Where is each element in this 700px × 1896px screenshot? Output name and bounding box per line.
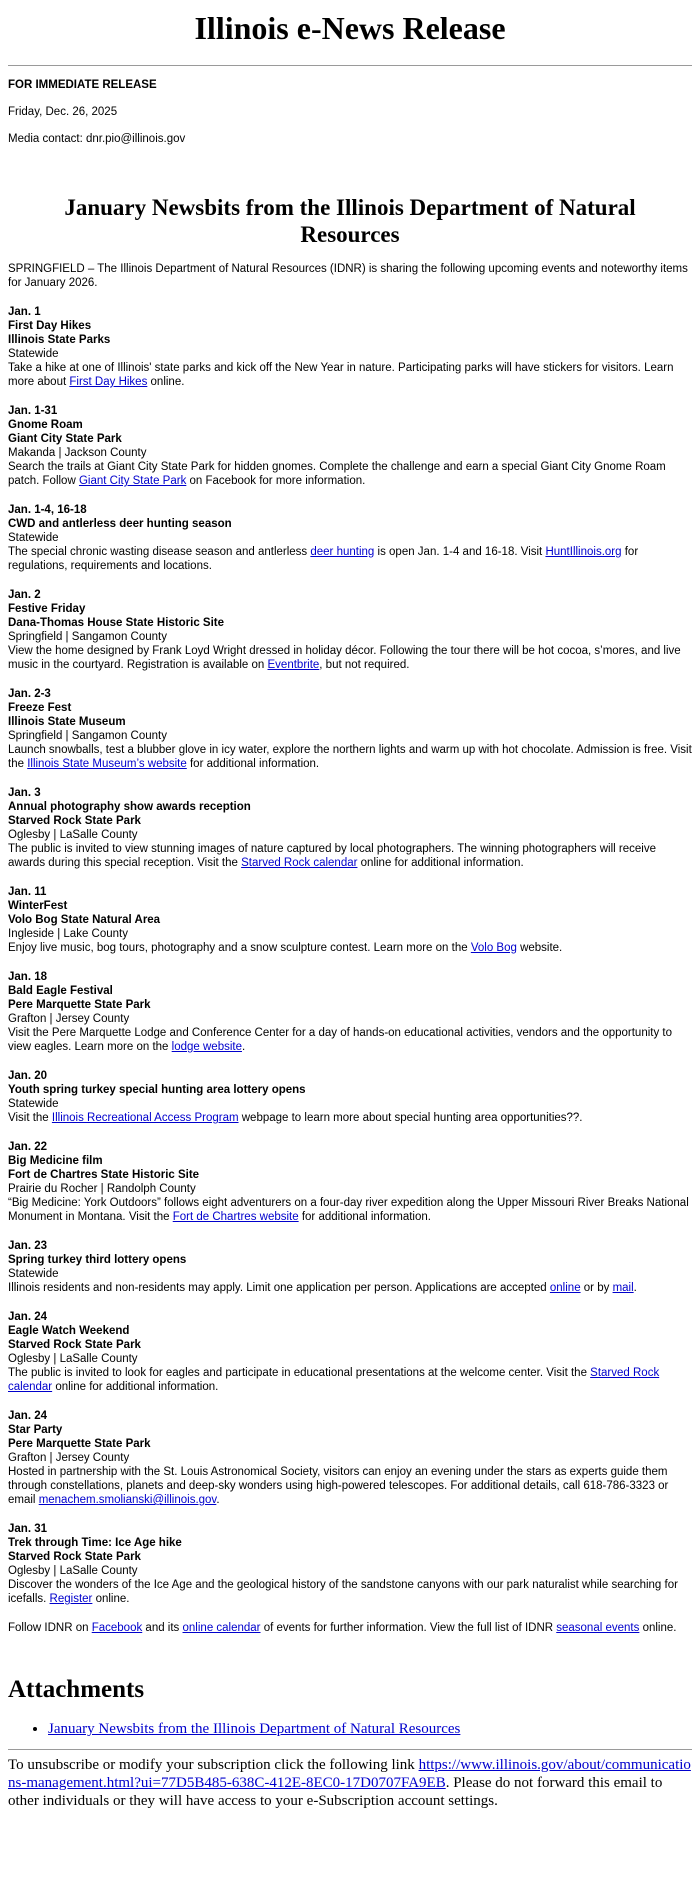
- unsubscribe-notice: [8, 1756, 692, 1810]
- masthead-title: Illinois e-News Release: [194, 10, 506, 46]
- event-title: Annual photography show awards reception: [8, 801, 251, 813]
- footer-divider: [8, 1749, 692, 1750]
- event-title: Freeze Fest: [8, 702, 72, 714]
- event-date: Jan. 2: [8, 589, 41, 601]
- media-contact-label: Media contact:: [8, 133, 86, 145]
- event-item: [8, 786, 692, 870]
- first-day-hikes-link[interactable]: First Day Hikes: [69, 376, 148, 388]
- event-location: Grafton | Jersey County: [8, 1013, 130, 1025]
- event-location: Makanda | Jackson County: [8, 447, 147, 459]
- event-title: WinterFest: [8, 900, 68, 912]
- event-title: Spring turkey third lottery opens: [8, 1254, 187, 1266]
- illinois-state-museum-s-website-link[interactable]: Illinois State Museum’s website: [27, 758, 187, 770]
- unsubscribe-prefix: To unsubscribe or modify your subscription click the following link: [8, 1757, 419, 1773]
- attachments-heading: Attachments: [8, 1676, 145, 1703]
- event-venue: Starved Rock State Park: [8, 815, 141, 827]
- event-title: CWD and antlerless deer hunting season: [8, 518, 232, 530]
- event-date: Jan. 23: [8, 1240, 47, 1252]
- event-date: Jan. 20: [8, 1070, 47, 1082]
- mail-link[interactable]: mail: [612, 1282, 634, 1294]
- event-description: Launch snowballs, test a blubber glove in icy water, explore the northern lights and warm up with hot chocolate. Admission is free. Visit the Illinois State Museum’s website for additional information.: [8, 744, 692, 770]
- menachem-smolianski-illinois-gov-link[interactable]: menachem.smolianski@illinois.gov: [38, 1494, 217, 1506]
- event-description: Take a hike at one of Illinois' state parks and kick off the New Year in nature. Participating parks will have stickers for visitors. Learn more about First Day Hikes online.: [8, 362, 674, 388]
- starved-rock-calendar-link[interactable]: Starved Rock calendar: [8, 1367, 660, 1393]
- event-title: Youth spring turkey special hunting area lottery opens: [8, 1084, 306, 1096]
- event-item: [8, 970, 692, 1054]
- event-date: Jan. 18: [8, 971, 47, 983]
- event-description: Discover the wonders of the Ice Age and the geological history of the sandstone canyons with our park naturalist while searching for icefalls. Register online.: [8, 1579, 678, 1605]
- media-contact: [8, 132, 692, 146]
- event-description: “Big Medicine: York Outdoors” follows eight adventurers on a four-day river expedition along the Upper Missouri River Breaks National Monument in Montana. Visit the Fort de Chartres website for additional information.: [8, 1197, 689, 1223]
- event-location: Springfield | Sangamon County: [8, 730, 167, 742]
- event-location: Statewide: [8, 1098, 59, 1110]
- event-description: Visit the Pere Marquette Lodge and Conference Center for a day of hands-on educational activities, vendors and the opportunity to view eagles. Learn more on the lodge website.: [8, 1027, 673, 1053]
- seasonal-events-link[interactable]: seasonal events: [556, 1622, 640, 1634]
- event-venue: Illinois State Parks: [8, 334, 111, 346]
- event-location: Oglesby | LaSalle County: [8, 1565, 138, 1577]
- event-date: Jan. 1-31: [8, 405, 58, 417]
- release-body: [8, 262, 692, 1635]
- release-date: Friday, Dec. 26, 2025: [8, 106, 118, 118]
- event-description: Visit the Illinois Recreational Access Program webpage to learn more about special hunting area opportunities??.: [8, 1112, 583, 1124]
- event-date: Jan. 22: [8, 1141, 47, 1153]
- event-venue: Dana-Thomas House State Historic Site: [8, 617, 224, 629]
- attachments-list: [8, 1719, 692, 1739]
- event-item: [8, 503, 692, 573]
- release-label: FOR IMMEDIATE RELEASE: [8, 79, 157, 91]
- event-item: [8, 588, 692, 672]
- event-date: Jan. 1: [8, 306, 41, 318]
- closing-paragraph: Follow IDNR on Facebook and its online calendar of events for further information. View the full list of IDNR seasonal events online.: [8, 1622, 677, 1634]
- volo-bog-link[interactable]: Volo Bog: [470, 942, 517, 954]
- event-venue: Volo Bog State Natural Area: [8, 914, 161, 926]
- header-divider: [8, 65, 692, 66]
- event-date: Jan. 24: [8, 1410, 47, 1422]
- event-date: Jan. 24: [8, 1311, 47, 1323]
- intro-paragraph: SPRINGFIELD – The Illinois Department of Natural Resources (IDNR) is sharing the following upcoming events and noteworthy items for January 2026.: [8, 263, 688, 289]
- unsubscribe-suffix: . Please do not forward this email to other individuals or they will have access to your e-Subscription account settings.: [8, 1775, 663, 1809]
- event-location: Statewide: [8, 348, 59, 360]
- event-description: The public is invited to look for eagles and participate in educational presentations at the welcome center. Visit the Starved Rock calendar online for additional information.: [8, 1367, 660, 1393]
- event-location: Statewide: [8, 532, 59, 544]
- facebook-link[interactable]: Facebook: [91, 1622, 143, 1634]
- event-description: The public is invited to view stunning images of nature captured by local photographers. The winning photographers will receive awards during this special reception. Visit the Starved Rock calendar online for additional information.: [8, 843, 656, 869]
- event-item: [8, 885, 692, 955]
- event-description: View the home designed by Frank Loyd Wright dressed in holiday décor. Following the tour there will be hot cocoa, s’mores, and live music in the courtyard. Registration is available on Eventbrite, but not required.: [8, 645, 681, 671]
- event-venue: Fort de Chartres State Historic Site: [8, 1169, 200, 1181]
- event-title: First Day Hikes: [8, 320, 92, 332]
- event-item: [8, 1310, 692, 1394]
- event-location: Oglesby | LaSalle County: [8, 829, 138, 841]
- online-calendar-link[interactable]: online calendar: [182, 1622, 261, 1634]
- event-item: [8, 1140, 692, 1224]
- event-item: [8, 1239, 692, 1295]
- event-title: Big Medicine film: [8, 1155, 103, 1167]
- event-location: Oglesby | LaSalle County: [8, 1353, 138, 1365]
- event-venue: Giant City State Park: [8, 433, 122, 445]
- event-title: Star Party: [8, 1424, 63, 1436]
- event-title: Eagle Watch Weekend: [8, 1325, 130, 1337]
- event-description: Search the trails at Giant City State Park for hidden gnomes. Complete the challenge and earn a special Giant City Gnome Roam patch. Follow Giant City State Park on Facebook for more information.: [8, 461, 666, 487]
- event-date: Jan. 3: [8, 787, 41, 799]
- event-venue: Pere Marquette State Park: [8, 999, 151, 1011]
- event-description: Hosted in partnership with the St. Louis Astronomical Society, visitors can enjoy an evening under the stars as experts guide them through constellations, planets and deep-sky wonders using high-powered telescopes. For additional details, call 618-786-3323 or email menachem.smolianski@illinois.gov.: [8, 1466, 669, 1506]
- attachment-link[interactable]: January Newsbits from the Illinois Department of Natural Resources: [48, 1721, 461, 1737]
- event-description: Enjoy live music, bog tours, photography and a snow sculpture contest. Learn more on the Volo Bog website.: [8, 942, 563, 954]
- eventbrite-link[interactable]: Eventbrite: [267, 659, 320, 671]
- event-venue: Starved Rock State Park: [8, 1551, 141, 1563]
- events-list: [8, 305, 692, 1606]
- event-item: [8, 1069, 692, 1125]
- event-item: [8, 1409, 692, 1507]
- event-title: Gnome Roam: [8, 419, 83, 431]
- giant-city-state-park-link[interactable]: Giant City State Park: [78, 475, 187, 487]
- event-venue: Starved Rock State Park: [8, 1339, 141, 1351]
- attachment-item: [48, 1719, 692, 1739]
- event-description: The special chronic wasting disease season and antlerless deer hunting is open Jan. 1-4 and 16-18. Visit HuntIllinois.org for regulations, requirements and locations.: [8, 546, 639, 572]
- event-location: Prairie du Rocher | Randolph County: [8, 1183, 196, 1195]
- event-title: Bald Eagle Festival: [8, 985, 113, 997]
- register-link[interactable]: Register: [49, 1593, 93, 1605]
- starved-rock-calendar-link[interactable]: Starved Rock calendar: [241, 857, 358, 869]
- event-item: [8, 687, 692, 771]
- huntillinois-org-link[interactable]: HuntIllinois.org: [545, 546, 622, 558]
- lodge-website-link[interactable]: lodge website: [171, 1041, 242, 1053]
- event-item: [8, 305, 692, 389]
- event-location: Statewide: [8, 1268, 59, 1280]
- illinois-recreational-access-program-link[interactable]: Illinois Recreational Access Program: [51, 1112, 239, 1124]
- event-date: Jan. 2-3: [8, 688, 51, 700]
- fort-de-chartres-website-link[interactable]: Fort de Chartres website: [172, 1211, 299, 1223]
- page-title: January Newsbits from the Illinois Department of Natural Resources: [64, 195, 636, 247]
- event-date: Jan. 1-4, 16-18: [8, 504, 87, 516]
- event-description: Illinois residents and non-residents may apply. Limit one application per person. Applications are accepted online or by mail.: [8, 1282, 637, 1294]
- deer-hunting-link[interactable]: deer hunting: [310, 546, 375, 558]
- release-meta: [8, 78, 692, 146]
- event-date: Jan. 11: [8, 886, 47, 898]
- event-location: Grafton | Jersey County: [8, 1452, 130, 1464]
- media-contact-email: dnr.pio@illinois.gov: [85, 133, 186, 145]
- event-date: Jan. 31: [8, 1523, 47, 1535]
- event-location: Ingleside | Lake County: [8, 928, 128, 940]
- event-item: [8, 404, 692, 488]
- event-venue: Pere Marquette State Park: [8, 1438, 151, 1450]
- online-link[interactable]: online: [549, 1282, 581, 1294]
- event-location: Springfield | Sangamon County: [8, 631, 167, 643]
- event-item: [8, 1522, 692, 1606]
- event-venue: Illinois State Museum: [8, 716, 126, 728]
- unsubscribe-link[interactable]: https://www.illinois.gov/about/communications-management.html?ui=77D5B485-638C-412E-8EC0-17D0707FA9EB: [8, 1757, 691, 1791]
- event-title: Trek through Time: Ice Age hike: [8, 1537, 182, 1549]
- event-title: Festive Friday: [8, 603, 86, 615]
